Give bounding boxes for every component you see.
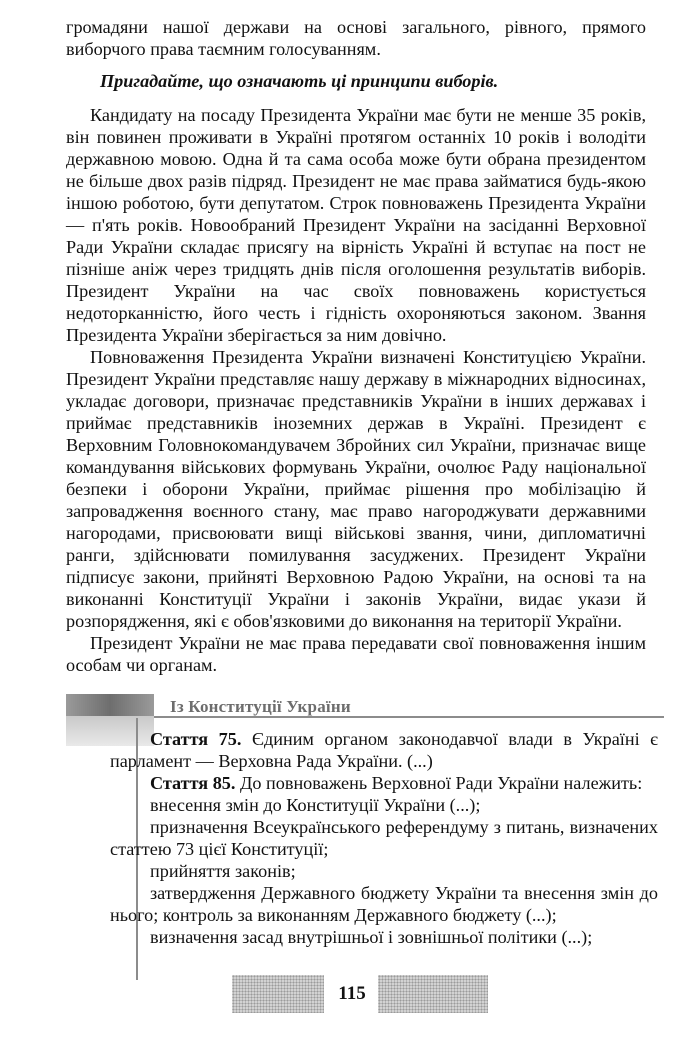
- paragraph-president-requirements: Кандидату на посаду Президента України має бути не менше 35 років, він повинен проживати в Україні протягом останніх 10 років і володіти державною мовою. Одна й та сама особа може бути обрана президентом не більше двох разів підряд. Президент не має права займатися будь-якою іншою роботою, бути депутатом. Строк повноважень Президента України — п'ять років. Новообраний Президент України на засіданні Верховної Ради України складає присягу на вірність Україні й вступає на пост не пізніше аніж через тридцять днів після оголошення результатів виборів. Президент України на час своїх повноважень користується недоторканністю, його честь і гідність охороняються законом. Звання Президента України зберігається за ним довічно.: [66, 105, 646, 345]
- article-85-label: Стаття 85.: [150, 773, 236, 793]
- list-item: призначення Всеукраїнського референдуму з питань, визначених статтею 73 цієї Конституції;: [110, 817, 658, 859]
- box-marker-bar: [66, 694, 154, 716]
- article-75-text: Єдиним органом законодавчої влади в Україні є парламент — Верховна Рада України. (...): [110, 729, 658, 771]
- footer-decor-right: [378, 975, 488, 1013]
- main-text: [66, 104, 646, 676]
- constitution-box-heading: Із Конституції України: [170, 697, 351, 716]
- article-75: [110, 728, 658, 772]
- intro-text: громадяни нашої держави на основі загального, рівного, прямого виборчого права таємним голосуванням.: [66, 17, 646, 59]
- list-item: прийняття законів;: [150, 861, 296, 881]
- article-85-text: До повноважень Верховної Ради України належить:: [235, 773, 643, 793]
- footer-decor-left: [232, 975, 324, 1013]
- article-75-label: Стаття 75.: [150, 729, 242, 749]
- list-item: затвердження Державного бюджету України та внесення змін до нього; контроль за виконанням Державного бюджету (...);: [110, 883, 658, 925]
- article-85: [110, 772, 658, 794]
- paragraph-president-powers: Повноваження Президента України визначені Конституцією України. Президент України представляє нашу державу в міжнародних відносинах, укладає договори, призначає представників України в інших державах і приймає представників іноземних держав в Україні. Президент є Верховним Головнокомандувачем Збройних сил України, призначає вище командування військових формувань України, очолює Раду національної безпеки і оборони України, приймає рішення про мобілізацію й запровадження воєнного стану, має право нагороджувати державними нагородами, присвоювати вищі військові звання, чини, дипломатичні ранги, здійснювати помилування засуджених. Президент України підписує закони, прийняті Верховною Радою України, на основі та на виконанні Конституції України і законів України, видає укази й розпорядження, які є обов'язковими до виконання на території України.: [66, 347, 646, 631]
- page-number: 115: [338, 983, 366, 1004]
- list-item: визначення засад внутрішньої і зовнішньої політики (...);: [150, 927, 593, 947]
- paragraph-president-restriction: Президент України не має права передавати свої повноваження іншим особам чи органам.: [66, 633, 646, 675]
- list-item: внесення змін до Конституції України (...);: [150, 795, 481, 815]
- review-question: Пригадайте, що означають ці принципи виборів.: [100, 71, 499, 91]
- constitution-box: [110, 728, 658, 948]
- intro-paragraph: [66, 16, 646, 60]
